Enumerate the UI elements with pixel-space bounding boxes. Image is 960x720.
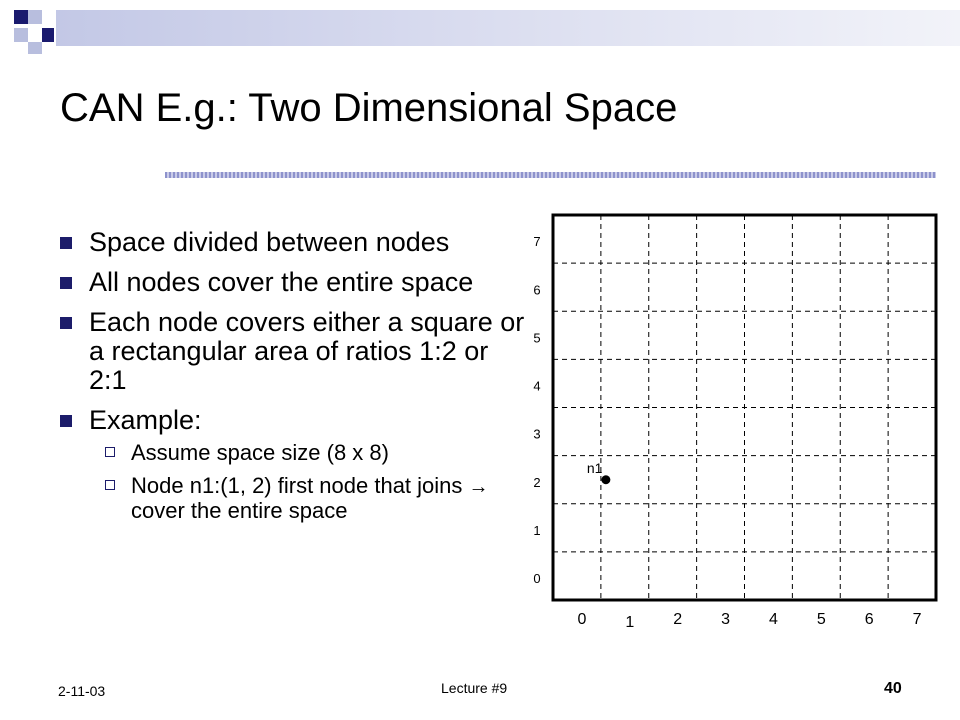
- x-tick-label: 2: [673, 611, 683, 628]
- x-tick-label: 0: [577, 611, 587, 628]
- x-tick-label: 5: [816, 611, 826, 628]
- x-axis-labels: [578, 611, 922, 631]
- slide-title: CAN E.g.: Two Dimensional Space: [60, 86, 678, 130]
- node-label: n1: [586, 459, 603, 476]
- y-tick-label: 4: [533, 378, 541, 394]
- y-tick-label: 3: [533, 426, 541, 442]
- x-tick-label: 4: [769, 611, 778, 628]
- y-tick-label: 6: [533, 282, 541, 298]
- sub-bullet-text: Assume space size (8 x 8): [131, 440, 389, 465]
- x-tick-label: 3: [721, 611, 731, 628]
- y-tick-label: 5: [533, 330, 541, 346]
- right-arrow-icon: →: [468, 476, 489, 498]
- node-layer: [587, 460, 611, 485]
- y-tick-label: 2: [533, 474, 541, 490]
- node-point: [601, 475, 610, 484]
- y-axis-labels: [533, 234, 540, 586]
- footer-lecture: Lecture #9: [441, 680, 508, 696]
- sub-bullet-tail-text: cover the entire space: [131, 498, 348, 523]
- bullet-text: Space divided between nodes: [89, 227, 450, 257]
- x-tick-label: 6: [864, 611, 874, 628]
- page-number: 40: [884, 680, 902, 697]
- bullet-text: Each node covers either a square or a rectangular area of ratios 1:2 or 2:1: [89, 307, 525, 395]
- y-tick-label: 1: [533, 522, 541, 538]
- bullet-text: All nodes cover the entire space: [89, 267, 474, 297]
- y-tick-label: 0: [533, 571, 541, 586]
- footer-date: 2-11-03: [58, 683, 106, 699]
- y-tick-label: 7: [533, 234, 541, 250]
- x-tick-label: 1: [625, 614, 635, 631]
- sub-bullet-text: Node n1:(1, 2) first node that joins: [131, 473, 463, 498]
- grid-lines: [553, 215, 936, 600]
- bullet-text: Example:: [89, 405, 202, 435]
- x-tick-label: 7: [912, 611, 922, 628]
